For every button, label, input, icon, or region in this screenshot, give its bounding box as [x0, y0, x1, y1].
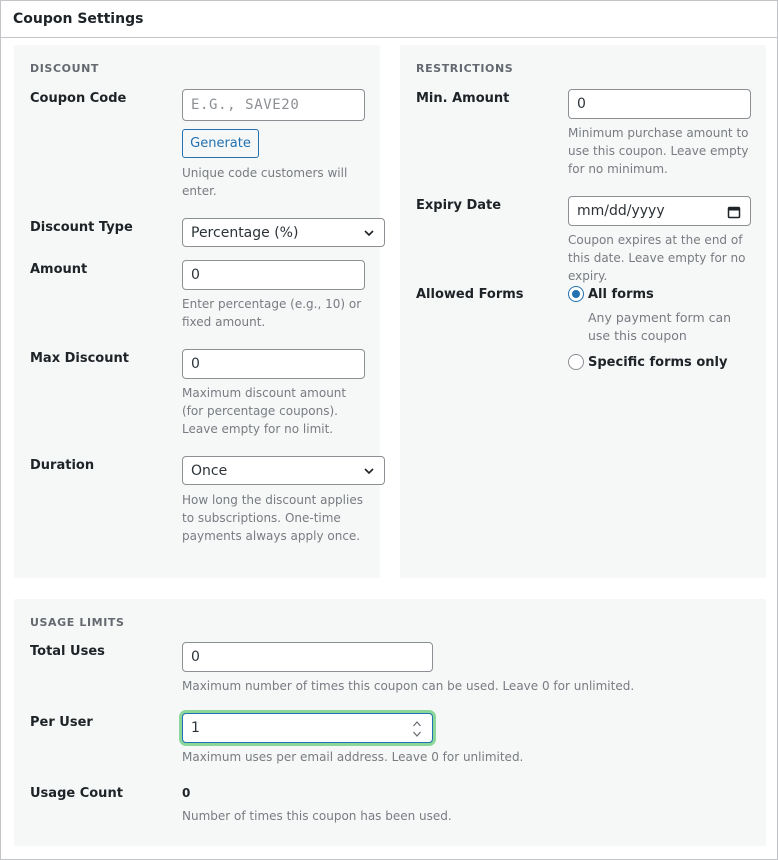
min-amount-description: Minimum purchase amount to use this coupon. Leave empty for no minimum.: [568, 126, 749, 176]
specific-forms-label[interactable]: Specific forms only: [588, 355, 728, 370]
discount-type-label: Discount Type: [30, 220, 133, 235]
max-discount-input[interactable]: 0: [182, 349, 365, 379]
total-uses-label: Total Uses: [30, 644, 105, 659]
discount-type-select[interactable]: [182, 218, 385, 247]
discount-type-value: Percentage (%): [191, 224, 299, 241]
expiry-date-label: Expiry Date: [416, 198, 502, 213]
expiry-date-input[interactable]: [568, 196, 751, 226]
duration-select[interactable]: [182, 456, 385, 485]
total-uses-description: Maximum number of times this coupon can be used. Leave 0 for unlimited.: [182, 679, 635, 693]
min-amount-label: Min. Amount: [416, 91, 510, 106]
amount-input[interactable]: 0: [182, 260, 365, 290]
per-user-value: 1: [191, 720, 200, 736]
restrictions-section-title: RESTRICTIONS: [416, 62, 514, 75]
max-discount-description: Maximum discount amount (for percentage coupons). Leave empty for no limit.: [182, 386, 347, 436]
allowed-forms-label: Allowed Forms: [416, 287, 524, 302]
restrictions-section: [400, 45, 766, 578]
total-uses-input[interactable]: 0: [182, 642, 433, 672]
coupon-code-label: Coupon Code: [30, 91, 127, 106]
coupon-code-description: Unique code customers will enter.: [182, 166, 348, 198]
duration-label: Duration: [30, 458, 95, 473]
all-forms-label[interactable]: All forms: [588, 287, 654, 302]
min-amount-input[interactable]: 0: [568, 89, 751, 119]
specific-forms-radio[interactable]: [568, 354, 584, 370]
usage-limits-section-title: USAGE LIMITS: [30, 616, 125, 629]
discount-section: [14, 45, 380, 578]
all-forms-radio[interactable]: [568, 286, 584, 302]
amount-description: Enter percentage (e.g., 10) or fixed amount.: [182, 297, 362, 329]
duration-description: How long the discount applies to subscriptions. One-time payments always apply once.: [182, 493, 363, 543]
panel-title: Coupon Settings: [13, 11, 144, 27]
expiry-date-placeholder: mm/dd/yyyy: [577, 203, 665, 219]
per-user-description: Maximum uses per email address. Leave 0 for unlimited.: [182, 750, 524, 764]
chevron-down-icon: [362, 464, 376, 478]
panel-header: [1, 1, 777, 38]
expiry-date-description: Coupon expires at the end of this date. Leave empty for no expiry.: [568, 233, 746, 283]
duration-value: Once: [191, 462, 228, 479]
amount-label: Amount: [30, 262, 88, 277]
coupon-code-input[interactable]: E.G., SAVE20: [182, 89, 365, 121]
per-user-input[interactable]: [182, 713, 433, 743]
usage-count-label: Usage Count: [30, 786, 123, 801]
all-forms-description: Any payment form can use this coupon: [588, 310, 732, 343]
number-spinner-icon[interactable]: [412, 718, 422, 740]
calendar-icon[interactable]: [727, 205, 741, 219]
usage-count-value: 0: [182, 786, 191, 800]
per-user-label: Per User: [30, 715, 93, 730]
max-discount-label: Max Discount: [30, 351, 129, 366]
generate-button[interactable]: Generate: [182, 129, 259, 158]
usage-limits-section: [14, 599, 766, 846]
usage-count-description: Number of times this coupon has been used.: [182, 809, 452, 823]
discount-section-title: DISCOUNT: [30, 62, 100, 75]
chevron-down-icon: [362, 226, 376, 240]
